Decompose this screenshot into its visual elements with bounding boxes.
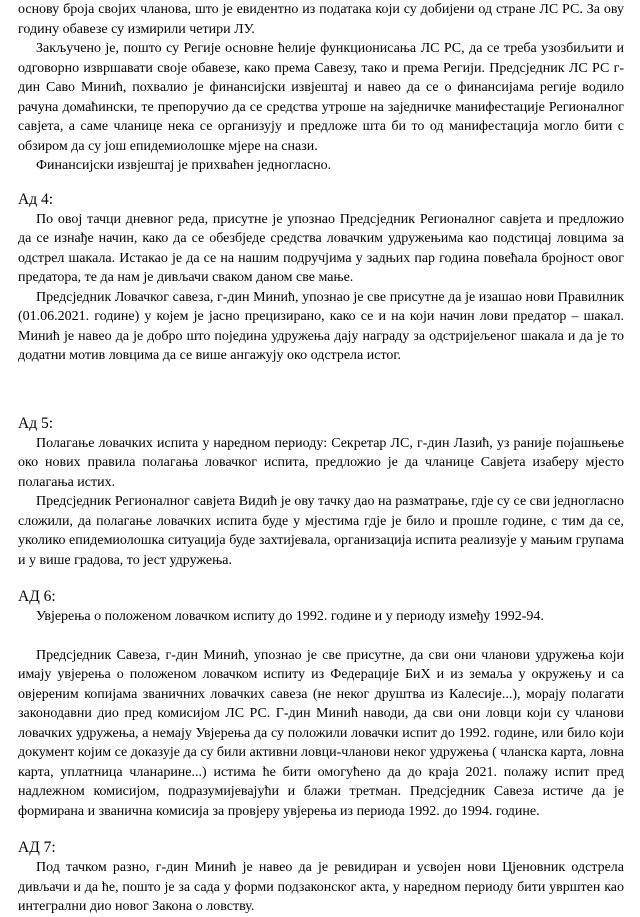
- paragraph-ad4-1: По овој тачци дневног реда, присутне је упознао Предсједник Регионалног савјета и предложио да се изнађе начин, како да се обезбједе средства ловачким удружењима као подстицај ловцима за одстрел шакала. Истакао је да се на нашим подручјима у задњих пар година повећала бројност овог предатора, те да нам је дивљачи сваком даном све мање.: [18, 211, 624, 285]
- paragraph-ad5-2: Предсједник Регионалног савјета Видић је ову тачку дао на разматрање, гдје су се сви једногласно сложили, да полагање ловачких испита буде у мјестима гдје је било и прошле године, с тим да се, уколико епидемиолошка ситуација буде захтијевала, организација испита реализује у мањим групама и у више градова, то јест удружења.: [18, 494, 624, 568]
- section-heading-ad6: АД 6:: [18, 588, 56, 605]
- section-heading-ad5: Ад 5:: [18, 414, 54, 432]
- paragraph-ad4-2: Предсједник Ловачког савеза, г-дин Минић, упознао је све присутне да је изашао нови Правилник (01.06.2021. године) у којем је јасно прецизирано, како се и на који начин лови предатор – шакал. Минић је навео да је добро што поједина удружења дају награду за одстријељеног шакала и да је то додатни мотив ловцима да се више ангажују око одстрела истог.: [18, 289, 624, 363]
- paragraph-ad6-2: Предсједник Савеза, г-дин Минић, упознао је све присутне, да сви они чланови удружења који имају увјерења о положеном ловачком испиту из Федерације БиХ и из земаља у окружењу и са овјереним копијама званичних ловачких савеза (не неког друштва из Калесије...), морају полагати законодавни дио пред комисијом ЛС РС. Г-дин Минић наводи, да сви они ловци који су чланови ловачких удружења, а немају Увјерења да су положили ловачки испит до 1992. године, или било који документ којим се доказује да су били активни ловци-чланови неког удружења ( чланска карта, ловна карта, уплатница чланарине...) истима ће бити омогућено да до краја 2021. полажу испит пред надлежном комисијом, подразумијевајући и блажи третман. Предсједник Савеза истиче да је формирана и званична комисија за провјеру увјерења из периода 1992. до 1994. године.: [18, 647, 624, 819]
- paragraph-ad5-1: Полагање ловачких испита у наредном периоду: Секретар ЛС, г-дин Лазић, уз раније појашњење око нових правила полагања ловачког испита, предложио је да чланице Савјета изаберу мјесто полагања истих.: [18, 435, 624, 490]
- document-page: [18, 0, 624, 917]
- section-heading-ad7: АД 7:: [18, 839, 56, 856]
- paragraph-ad7-1: Под тачком разно, г-дин Минић је навео да је ревидиран и усвојен нови Цјеновник одстрела дивљачи и да ће, пошто је за сада у форми подзаконског акта, у наредном периоду бити уврштен као интегрални дио новог Закона о ловству.: [18, 860, 624, 914]
- paragraph-top-2: Закључено је, пошто су Регије основне ћелије функционисања ЛС РС, да се треба узозбиљити и одговорно извршавати своје обавезе, како према Савезу, тако и према Регији. Предсједник ЛС РС г-дин Саво Минић, похвалио је финансијски извјештај и навео да се о финансијама регије водило рачуна домаћински, те препоручио да се средства утроше на заједничке манифестације Регионалног савјета, а саме чланице нека се организују и предложе шта би то од манифестација могло бити с обзиром да су још епидемиолошке мјере на снази.: [18, 41, 624, 154]
- paragraph-top-3: Финансијски извјештај је прихваћен једногласно.: [36, 158, 332, 173]
- paragraph-ad6-1: Увјерења о положеном ловачком испиту до 1992. године и у периоду између 1992-94.: [36, 609, 544, 624]
- section-heading-ad4: Ад 4:: [18, 190, 54, 208]
- paragraph-top-1: основу броја својих чланова, што је евидентно из података који су добијени од стране ЛС РС. За ову годину обавезе су измирили четири ЛУ.: [18, 2, 624, 37]
